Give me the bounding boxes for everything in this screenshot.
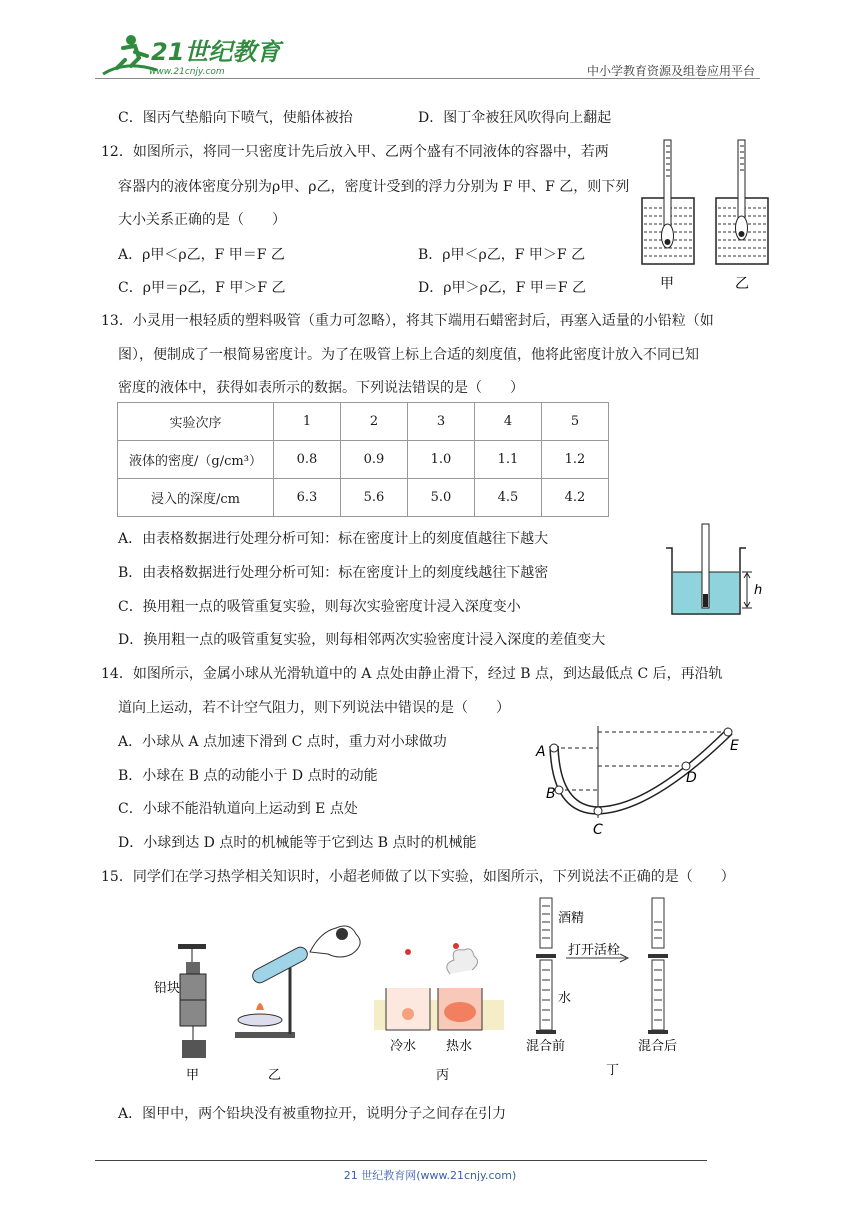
- q12-option-d: D．ρ甲＞ρ乙，F 甲＝F 乙: [418, 280, 587, 296]
- platform-name: 中小学教育资源及组卷应用平台: [586, 64, 755, 78]
- label-water: 水: [558, 991, 572, 1006]
- footer-divider: [95, 1160, 707, 1161]
- label-hot-water: 热水: [446, 1039, 473, 1054]
- q13-stem-line3: 密度的液体中，获得如表所示的数据。下列说法错误的是（ ）: [118, 380, 524, 396]
- q14-stem-line2: 道向上运动，若不计空气阻力，则下列说法中错误的是（ ）: [118, 700, 510, 716]
- q14-option-c: C．小球不能沿轨道向上运动到 E 点处: [118, 801, 358, 817]
- q13-option-c: C．换用粗一点的吸管重复实验，则每次实验密度计浸入深度变小: [118, 599, 521, 615]
- q13-option-a: A．由表格数据进行处理分析可知：标在密度计上的刻度值越往下越大: [118, 531, 549, 547]
- q12-hydrometer-figure: [636, 136, 776, 296]
- table-cell: 浸入的深度/cm: [118, 479, 274, 517]
- label-h: h: [754, 583, 763, 598]
- point-b-label: B: [546, 786, 556, 802]
- q11-option-c: C．图丙气垫船向下喷气，使船体被抬: [118, 110, 353, 126]
- q13-option-b: B．由表格数据进行处理分析可知：标在密度计上的刻度线越往下越密: [118, 565, 549, 581]
- table-cell: 4.5: [475, 479, 542, 517]
- label-jia: 甲: [186, 1068, 200, 1083]
- table-cell: 5.0: [408, 479, 475, 517]
- table-cell: 3: [408, 403, 475, 441]
- table-cell: 6.3: [274, 479, 341, 517]
- q14-option-b: B．小球在 B 点的动能小于 D 点时的动能: [118, 768, 378, 784]
- logo-url-text: www.21cnjy.com: [149, 67, 225, 77]
- q12-stem-line2: 容器内的液体密度分别为ρ甲、ρ乙，密度计受到的浮力分别为 F 甲、F 乙，则下列: [118, 179, 630, 195]
- fig-label-yi: 乙: [735, 276, 749, 292]
- q13-option-d: D．换用粗一点的吸管重复实验，则每相邻两次实验密度计浸入深度的差值变大: [118, 632, 606, 648]
- table-cell: 2: [341, 403, 408, 441]
- table-cell: 1.2: [542, 441, 609, 479]
- header-divider: [95, 78, 760, 79]
- site-logo: [95, 30, 281, 82]
- label-lead-block: 铅块: [154, 981, 181, 996]
- point-c-label: C: [593, 822, 603, 838]
- table-cell: 5.6: [341, 479, 408, 517]
- table-cell: 1: [274, 403, 341, 441]
- q13-stem-line1: 13．小灵用一根轻质的塑料吸管（重力可忽略），将其下端用石蜡密封后，再塞入适量的小铅粒（如: [101, 313, 714, 329]
- label-bing: 丙: [436, 1068, 450, 1083]
- table-cell: 1.0: [408, 441, 475, 479]
- q15-option-a: A．图甲中，两个铅块没有被重物拉开，说明分子之间存在引力: [118, 1106, 507, 1122]
- table-cell: 实验次序: [118, 403, 274, 441]
- table-row: [118, 441, 609, 479]
- table-row: [118, 403, 609, 441]
- q14-stem-line1: 14．如图所示，金属小球从光滑轨道中的 A 点处由静止滑下，经过 B 点，到达最低点 C 后，再沿轨: [101, 666, 723, 682]
- table-cell: 0.9: [341, 441, 408, 479]
- label-after: 混合后: [638, 1039, 678, 1054]
- q15-stem-line1: 15．同学们在学习热学相关知识时，小超老师做了以下实验，如图所示，下列说法不正确的是（ ）: [101, 869, 735, 885]
- q12-stem-line3: 大小关系正确的是（ ）: [118, 212, 286, 228]
- q13-data-table: [117, 402, 609, 517]
- q12-option-b: B．ρ甲＜ρ乙，F 甲＞F 乙: [418, 247, 586, 263]
- table-cell: 5: [542, 403, 609, 441]
- table-cell: 4: [475, 403, 542, 441]
- q12-option-a: A．ρ甲＜ρ乙，F 甲＝F 乙: [118, 247, 285, 263]
- table-cell: 4.2: [542, 479, 609, 517]
- table-cell: 1.1: [475, 441, 542, 479]
- table-cell: 0.8: [274, 441, 341, 479]
- label-alcohol: 酒精: [558, 911, 585, 926]
- footer-link[interactable]: 21 世纪教育网(www.21cnjy.com): [343, 1169, 517, 1182]
- table-cell: 液体的密度/（g/cm³）: [118, 441, 274, 479]
- q12-option-c: C．ρ甲＝ρ乙，F 甲＞F 乙: [118, 280, 286, 296]
- q14-option-d: D．小球到达 D 点时的机械能等于它到达 B 点时的机械能: [118, 835, 477, 851]
- label-open-valve: 打开活栓: [568, 943, 621, 958]
- q15-experiments-figure: [150, 892, 710, 1082]
- label-ding: 丁: [606, 1063, 620, 1078]
- q14-track-figure: [532, 722, 764, 840]
- table-row: [118, 479, 609, 517]
- q11-option-d: D．图丁伞被狂风吹得向上翻起: [418, 110, 612, 126]
- label-yi: 乙: [268, 1068, 282, 1083]
- label-cold-water: 冷水: [390, 1039, 417, 1054]
- logo-text: 21世纪教育: [151, 38, 281, 66]
- q13-stem-line2: 图），便制成了一根简易密度计。为了在吸管上标上合适的刻度值，他将此密度计放入不同已知: [118, 347, 699, 363]
- point-a-label: A: [536, 744, 546, 760]
- label-before: 混合前: [526, 1039, 566, 1054]
- q13-straw-figure: [662, 522, 772, 618]
- q12-stem-line1: 12．如图所示，将同一只密度计先后放入甲、乙两个盛有不同液体的容器中，若两: [101, 144, 609, 160]
- point-e-label: E: [730, 738, 739, 754]
- point-d-label: D: [686, 770, 697, 786]
- fig-label-jia: 甲: [660, 276, 674, 292]
- q14-option-a: A．小球从 A 点加速下滑到 C 点时，重力对小球做功: [118, 734, 447, 750]
